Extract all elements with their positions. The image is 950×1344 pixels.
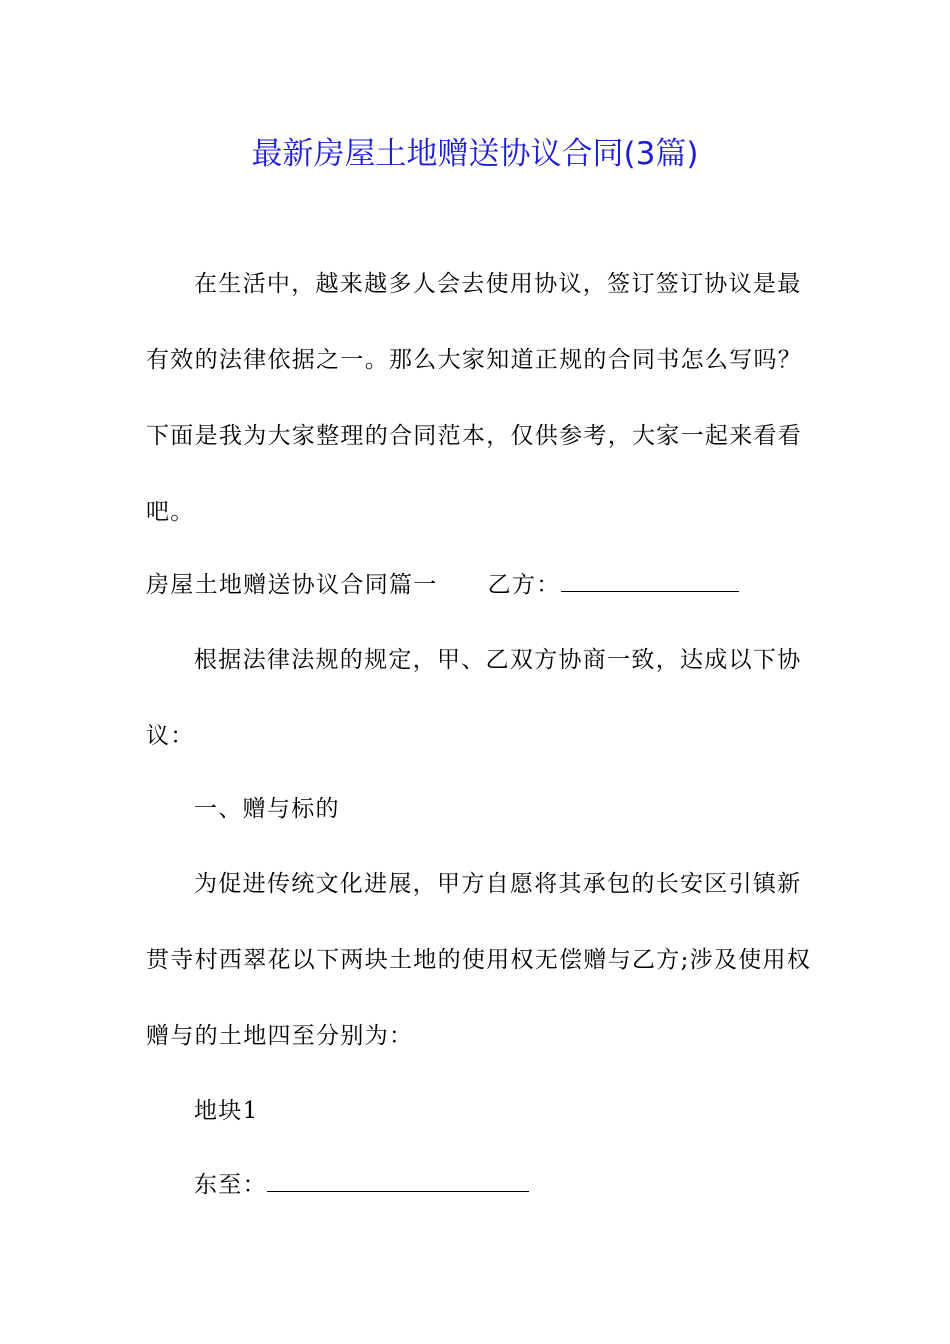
clause-one-line-2: 贯寺村西翠花以下两块土地的使用权无偿赠与乙方;涉及使用权: [146, 947, 812, 973]
document-title: 最新房屋土地赠送协议合同(3篇): [251, 136, 699, 172]
east-boundary-row: [194, 1167, 529, 1203]
east-label: 东至：: [194, 1172, 267, 1198]
clause-one-line-1: 为促进传统文化进展，甲方自愿将其承包的长安区引镇新: [194, 871, 802, 897]
clause-one-heading: 一、赠与标的: [194, 796, 340, 822]
agreement-line-2: 议：: [146, 723, 195, 749]
section-heading: 房屋土地赠送协议合同篇一: [146, 572, 438, 598]
intro-line-1: 在生活中，越来越多人会去使用协议，签订签订协议是最: [194, 271, 802, 297]
party-b-label: 乙方：: [487, 572, 561, 598]
section-heading-row: [146, 567, 739, 603]
intro-line-2: 有效的法律依据之一。那么大家知道正规的合同书怎么写吗？: [146, 347, 803, 373]
plot-label: 地块1: [194, 1098, 259, 1124]
intro-line-4: 吧。: [146, 499, 195, 525]
east-blank-line: [267, 1167, 529, 1192]
agreement-line-1: 根据法律法规的规定，甲、乙双方协商一致，达成以下协: [194, 647, 802, 673]
clause-one-line-3: 赠与的土地四至分别为：: [146, 1023, 414, 1049]
party-b-blank-line: [561, 567, 739, 592]
intro-line-3: 下面是我为大家整理的合同范本，仅供参考，大家一起来看看: [146, 423, 803, 449]
